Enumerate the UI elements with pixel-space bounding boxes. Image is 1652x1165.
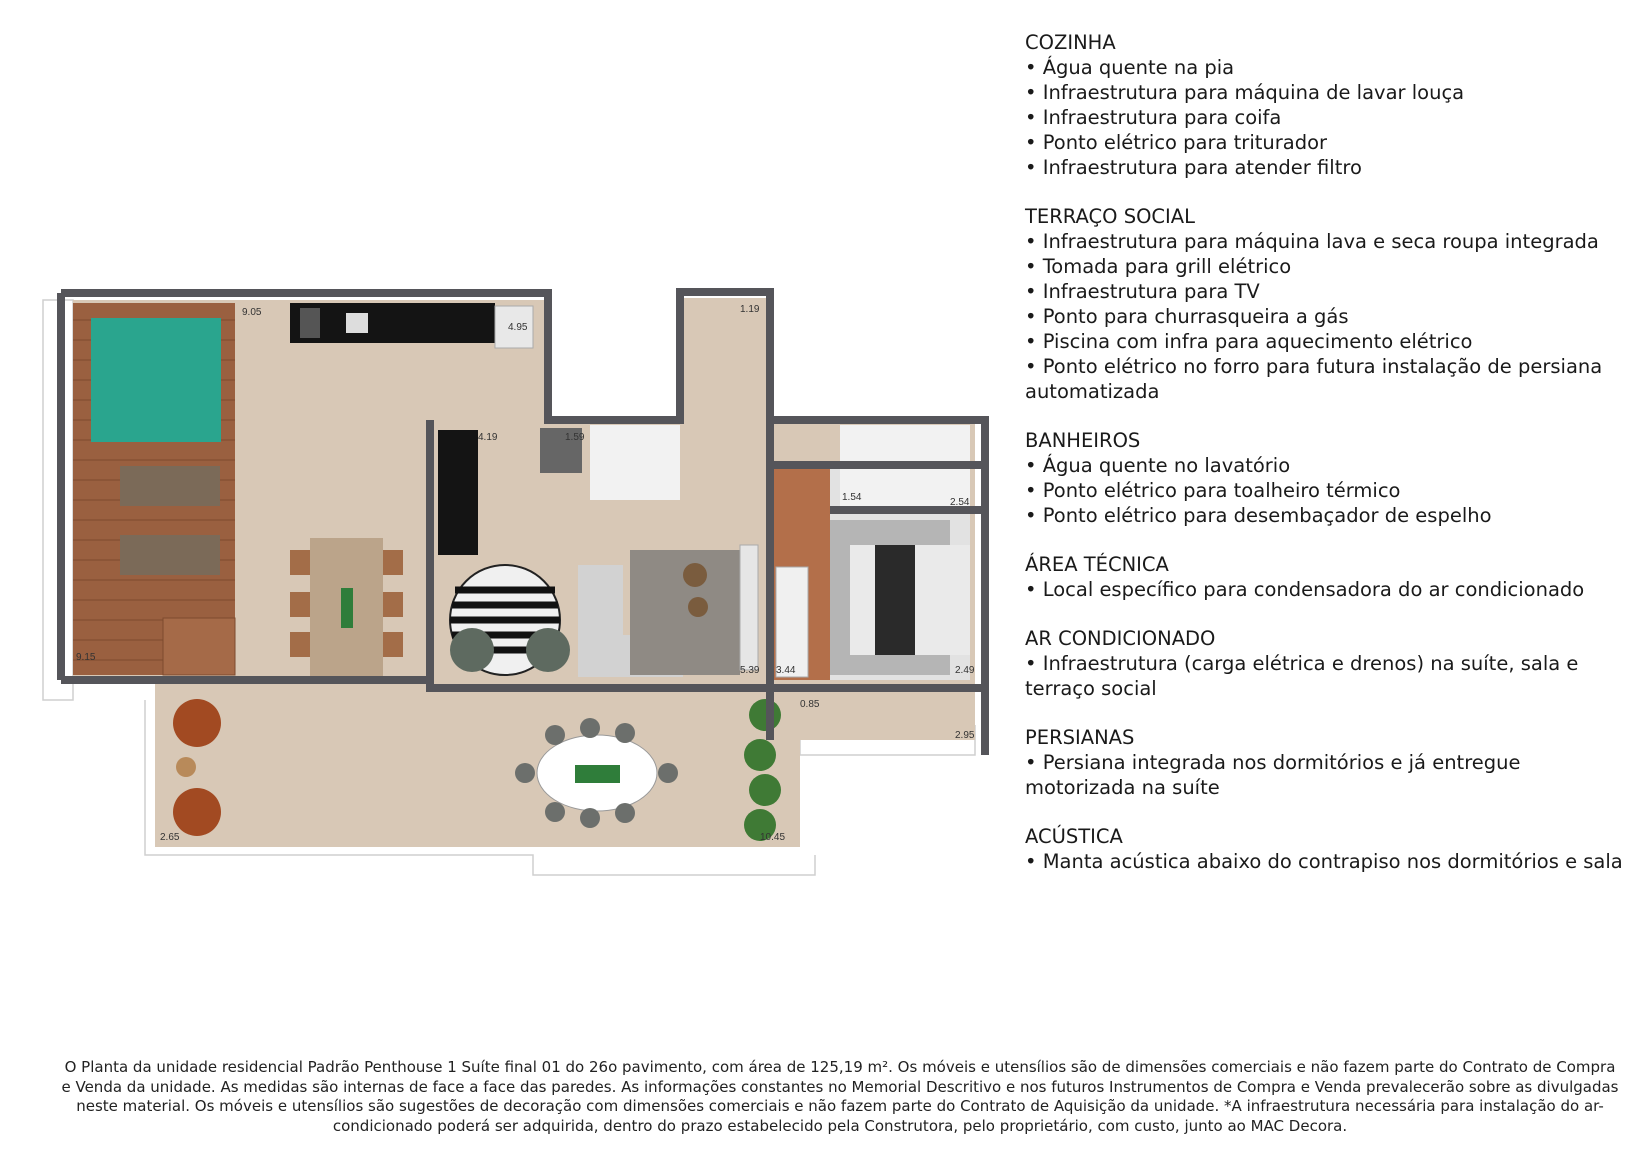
dimension-label: 3.44	[776, 665, 796, 676]
feature-item: • Água quente na pia	[1025, 56, 1235, 79]
feature-section	[1025, 725, 1625, 800]
dimension-label: 5.39	[740, 665, 760, 676]
feature-section-title: AR CONDICIONADO	[1025, 627, 1216, 650]
dimension-label: 1.54	[842, 492, 862, 503]
feature-item: • Ponto elétrico para toalheiro térmico	[1025, 479, 1401, 502]
wardrobe	[776, 567, 808, 677]
terrace-table-plant	[575, 765, 620, 783]
dimension-label: 4.19	[478, 432, 498, 443]
table-plant	[341, 588, 353, 628]
feature-section-title: ACÚSTICA	[1025, 825, 1123, 848]
armchair	[526, 628, 570, 672]
deck-steps	[163, 618, 235, 675]
feature-section	[1025, 626, 1625, 701]
feature-item: • Infraestrutura para atender filtro	[1025, 156, 1362, 179]
armchair	[450, 628, 494, 672]
feature-section-title: TERRAÇO SOCIAL	[1025, 205, 1195, 228]
feature-item: • Infraestrutura para máquina de lavar louça	[1025, 81, 1465, 104]
feature-item: • Persiana integrada nos dormitórios e já entregue motorizada na suíte	[1025, 751, 1521, 799]
pool	[91, 318, 221, 442]
cooktop	[300, 308, 320, 338]
feature-section	[1025, 824, 1625, 874]
feature-item: • Ponto elétrico para desembaçador de espelho	[1025, 504, 1492, 527]
powder-room	[590, 425, 680, 500]
dimension-label: 2.54	[950, 497, 970, 508]
feature-section	[1025, 552, 1625, 602]
dimension-label: 1.19	[740, 304, 760, 315]
feature-item: • Infraestrutura para máquina lava e seca roupa integrada	[1025, 230, 1599, 253]
side-table	[176, 757, 196, 777]
dimension-label: 1.59	[565, 432, 585, 443]
feature-section	[1025, 30, 1625, 180]
lounge-chair	[173, 788, 221, 836]
feature-item: • Água quente no lavatório	[1025, 454, 1291, 477]
feature-section-title: ÁREA TÉCNICA	[1025, 553, 1169, 576]
feature-section-title: PERSIANAS	[1025, 726, 1135, 749]
sun-lounger	[120, 466, 220, 506]
feature-item: • Ponto elétrico para triturador	[1025, 131, 1328, 154]
dimension-label: 9.05	[242, 307, 262, 318]
dimension-label: 9.15	[76, 652, 96, 663]
feature-item: • Infraestrutura para TV	[1025, 280, 1260, 303]
dimension-label: 0.85	[800, 699, 820, 710]
feature-item: • Infraestrutura (carga elétrica e drenos) na suíte, sala e terraço social	[1025, 652, 1579, 700]
dimension-label: 4.95	[508, 322, 528, 333]
sink	[346, 313, 368, 333]
dimension-label: 2.49	[955, 665, 975, 676]
dimension-label: 2.65	[160, 832, 180, 843]
tv-console	[740, 545, 758, 670]
features-list	[1025, 30, 1625, 898]
feature-section-title: BANHEIROS	[1025, 429, 1141, 452]
bed-throw	[875, 545, 915, 655]
feature-section	[1025, 204, 1625, 404]
feature-section	[1025, 428, 1625, 528]
feature-item: • Infraestrutura para coifa	[1025, 106, 1282, 129]
sun-lounger	[120, 535, 220, 575]
dimension-label: 10.45	[760, 832, 786, 843]
feature-item: • Ponto para churrasqueira a gás	[1025, 305, 1349, 328]
kitchen-counter	[290, 303, 495, 343]
dimension-label: 2.95	[955, 730, 975, 741]
feature-item: • Manta acústica abaixo do contrapiso nos dormitórios e sala	[1025, 850, 1623, 873]
feature-section-title: COZINHA	[1025, 31, 1116, 54]
lounge-chair	[173, 699, 221, 747]
coffee-table	[683, 563, 707, 587]
feature-item: • Tomada para grill elétrico	[1025, 255, 1292, 278]
footnote: O Planta da unidade residencial Padrão Penthouse 1 Suíte final 01 do 26o pavimento, com área de 125,19 m². Os móveis e utensílios são de dimensões comerciais e não fazem parte do Contrato de Compra e Venda da unidade. As medidas são internas de face a face das paredes. As informações constantes no Memorial Descritivo e nos futuros Instrumentos de Compra e Venda prevalecerão sobre as divulgadas neste material. Os móveis e utensílios são sugestões de decoração com dimensões comerciais e não fazem parte do Contrato de Aquisição da unidade. *A infraestrutura necessária para instalação do ar-condicionado poderá ser adquirida, dentro do prazo estabelecido pela Construtora, pelo proprietário, com custo, junto ao MAC Decora.	[61, 1058, 1619, 1135]
feature-item: • Ponto elétrico no forro para futura instalação de persiana automatizada	[1025, 355, 1603, 403]
floor-plan	[0, 0, 1000, 900]
coffee-table	[688, 597, 708, 617]
feature-item: • Piscina com infra para aquecimento elétrico	[1025, 330, 1473, 353]
kitchen-counter-2	[438, 430, 478, 555]
feature-item: • Local específico para condensadora do ar condicionado	[1025, 578, 1585, 601]
